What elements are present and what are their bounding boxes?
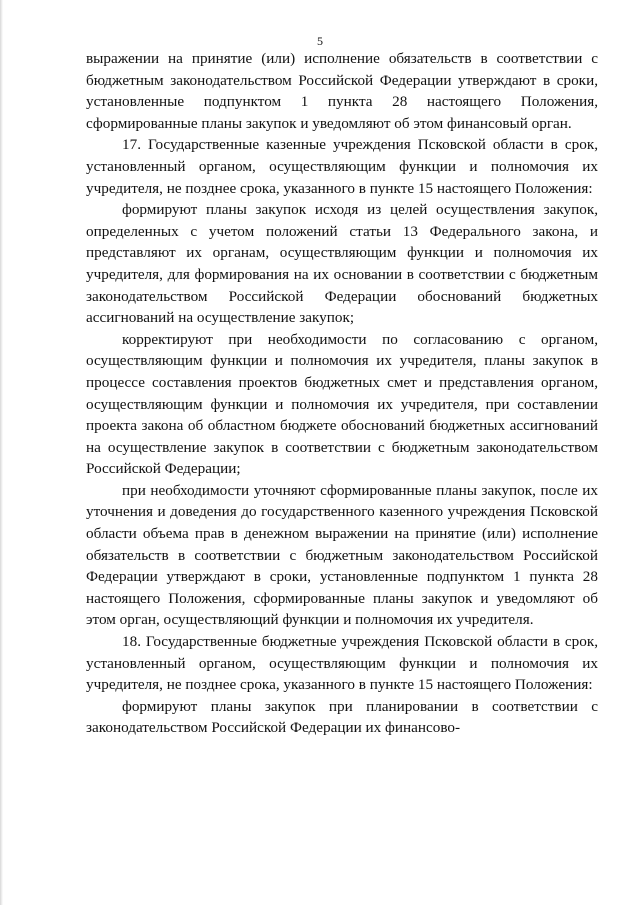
paragraph: формируют планы закупок исходя из целей осуществления закупок, определенных с учетом положений статьи 13 Федерального закона, и представляют их органам, осуществляющим функции и полномочия их учредителя, для формирования на их основании в соответствии с бюджетным законодательством Российской Федерации обоснований бюджетных ассигнований на осуществление закупок; <box>86 201 598 327</box>
scan-edge <box>0 0 3 905</box>
paragraph: при необходимости уточняют сформированные планы закупок, после их уточнения и доведения до государственного казенного учреждения Псковской области объема прав в денежном выражении на принятие (или) исполнение обязательств в соответствии с бюджетным законодательством Российской Федерации утверждают в сроки, установленные подпунктом 1 пункта 28 настоящего Положения, сформированные планы закупок и уведомляют об этом орган, осуществляющий функции и полномочия их учредителя. <box>86 481 598 629</box>
document-body <box>86 48 598 739</box>
paragraph: 18. Государственные бюджетные учреждения Псковской области в срок, установленный органом, осуществляющим функции и полномочия их учредителя, не позднее срока, указанного в пункте 15 настоящего Положения: <box>86 633 598 694</box>
paragraph: корректируют при необходимости по согласованию с органом, осуществляющим функции и полномочия их учредителя, планы закупок в процессе составления проектов бюджетных смет и представления органом, осуществляющим функции и полномочия их учредителя, при составлении проекта закона об областном бюджете обоснований бюджетных ассигнований на осуществление закупок в соответствии с бюджетным законодательством Российской Федерации; <box>86 330 598 478</box>
paragraph: выражении на принятие (или) исполнение обязательств в соответствии с бюджетным законодательством Российской Федерации утверждают в сроки, установленные подпунктом 1 пункта 28 настоящего Положения, сформированные планы закупок и уведомляют об этом финансовый орган. <box>86 50 598 132</box>
page-number: 5 <box>317 34 323 48</box>
paragraph: 17. Государственные казенные учреждения Псковской области в срок, установленный органом, осуществляющим функции и полномочия их учредителя, не позднее срока, указанного в пункте 15 настоящего Положения: <box>86 136 598 197</box>
paragraph: формируют планы закупок при планировании в соответствии с законодательством Российской Федерации их финансово- <box>86 697 598 737</box>
